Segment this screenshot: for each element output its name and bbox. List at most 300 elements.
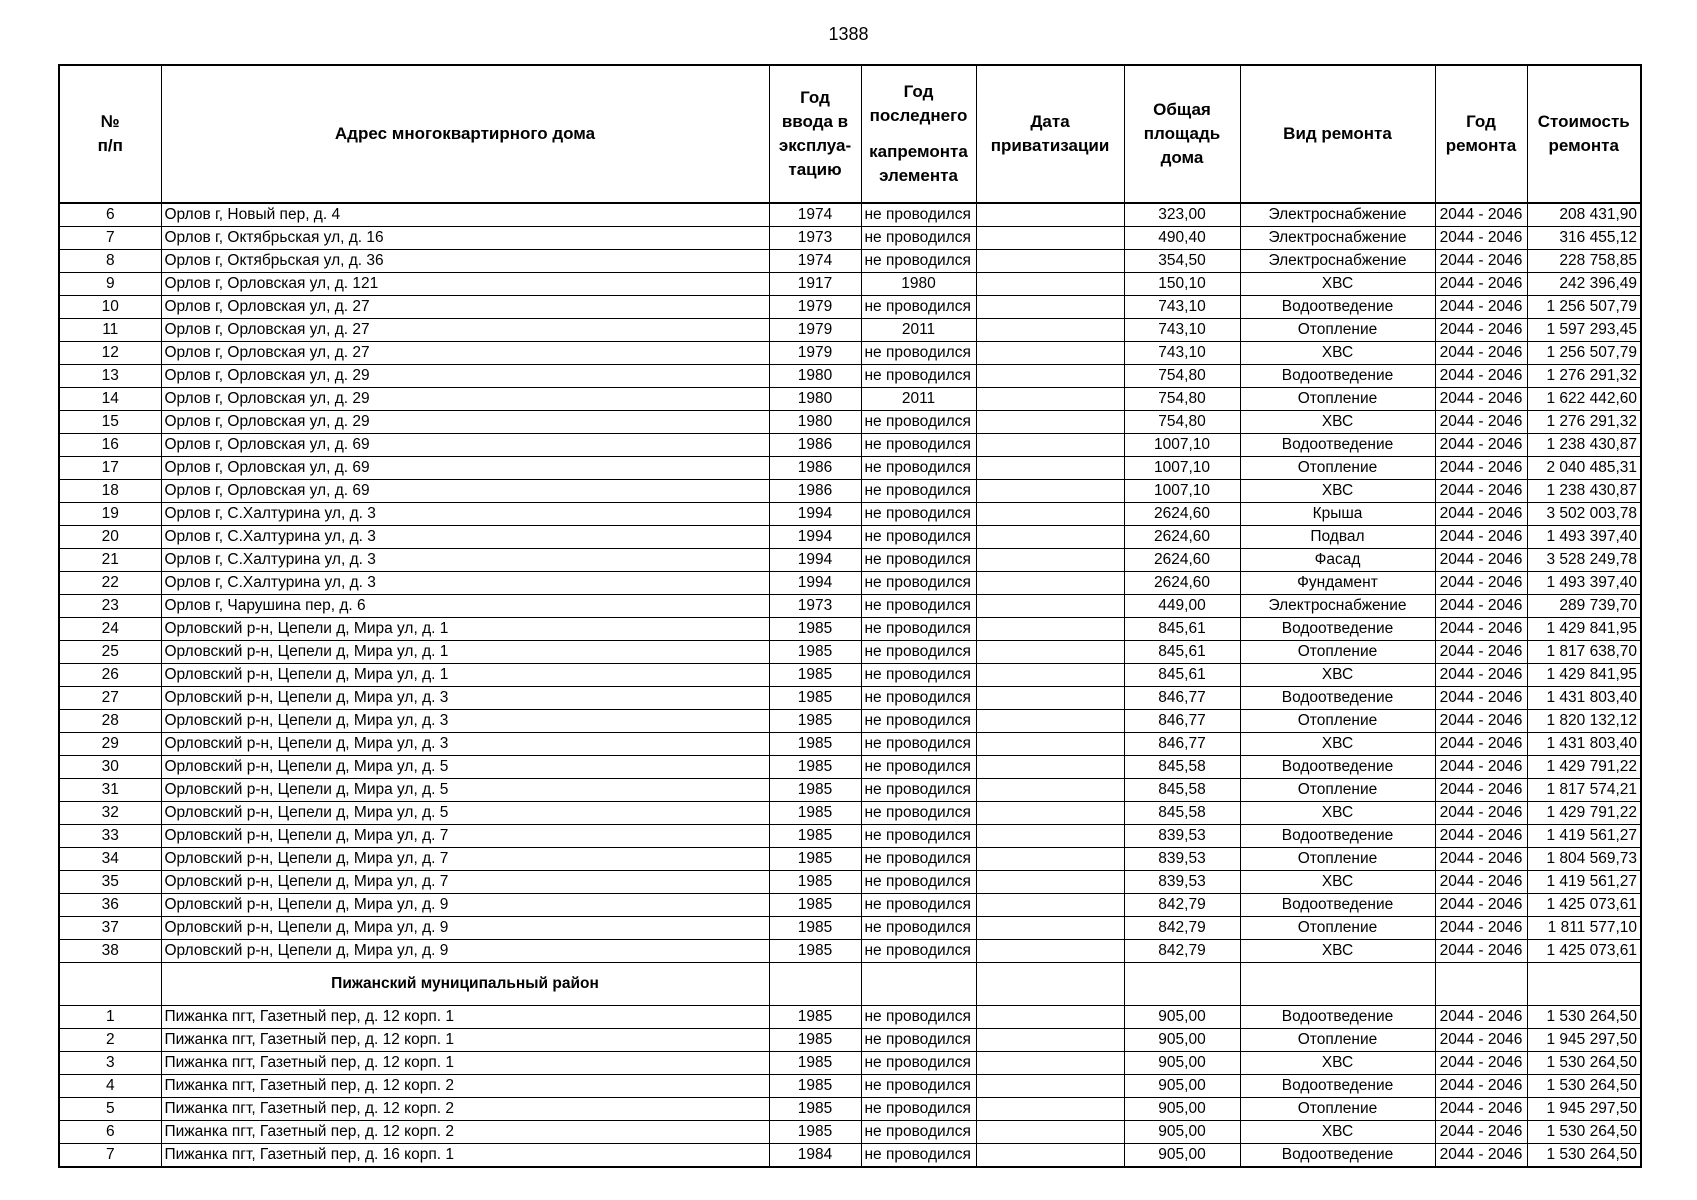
row-number: 28 <box>59 710 161 733</box>
row-privatization-date <box>976 457 1124 480</box>
row-number: 27 <box>59 687 161 710</box>
row-year-last-repair: не проводился <box>861 848 976 871</box>
table-row <box>59 1098 1641 1121</box>
row-repair-year: 2044 - 2046 <box>1435 526 1527 549</box>
row-repair-type: ХВС <box>1240 1121 1435 1144</box>
row-number: 9 <box>59 273 161 296</box>
row-total-area: 2624,60 <box>1124 526 1240 549</box>
row-repair-cost: 1 429 791,22 <box>1527 756 1641 779</box>
row-privatization-date <box>976 595 1124 618</box>
row-repair-year: 2044 - 2046 <box>1435 825 1527 848</box>
row-address: Орловский р-н, Цепели д, Мира ул, д. 1 <box>161 641 769 664</box>
table-row <box>59 250 1641 273</box>
row-repair-cost: 1 238 430,87 <box>1527 480 1641 503</box>
table-row <box>59 1144 1641 1168</box>
row-repair-cost: 1 811 577,10 <box>1527 917 1641 940</box>
row-number: 16 <box>59 434 161 457</box>
row-year-last-repair: не проводился <box>861 894 976 917</box>
table-row <box>59 1121 1641 1144</box>
row-number: 21 <box>59 549 161 572</box>
row-year-commissioned: 1980 <box>769 411 861 434</box>
row-year-commissioned: 1985 <box>769 1029 861 1052</box>
row-total-area: 845,61 <box>1124 641 1240 664</box>
row-repair-cost: 1 622 442,60 <box>1527 388 1641 411</box>
row-repair-type: ХВС <box>1240 342 1435 365</box>
row-year-commissioned: 1986 <box>769 457 861 480</box>
row-number: 33 <box>59 825 161 848</box>
row-repair-cost: 208 431,90 <box>1527 203 1641 227</box>
row-repair-cost: 1 530 264,50 <box>1527 1006 1641 1029</box>
table-row <box>59 641 1641 664</box>
row-address: Орловский р-н, Цепели д, Мира ул, д. 9 <box>161 940 769 963</box>
row-address: Орлов г, С.Халтурина ул, д. 3 <box>161 503 769 526</box>
row-repair-cost: 1 419 561,27 <box>1527 871 1641 894</box>
row-repair-cost: 1 530 264,50 <box>1527 1052 1641 1075</box>
header-repair-type: Вид ремонта <box>1240 65 1435 203</box>
row-total-area: 839,53 <box>1124 871 1240 894</box>
row-address: Пижанка пгт, Газетный пер, д. 12 корп. 2 <box>161 1121 769 1144</box>
table-row <box>59 710 1641 733</box>
row-total-area: 905,00 <box>1124 1075 1240 1098</box>
row-year-last-repair: не проводился <box>861 641 976 664</box>
row-total-area: 845,61 <box>1124 618 1240 641</box>
row-year-commissioned: 1986 <box>769 434 861 457</box>
row-year-last-repair: не проводился <box>861 825 976 848</box>
row-address: Орлов г, Орловская ул, д. 69 <box>161 457 769 480</box>
row-year-last-repair: не проводился <box>861 203 976 227</box>
row-number: 14 <box>59 388 161 411</box>
row-total-area: 2624,60 <box>1124 549 1240 572</box>
row-number: 29 <box>59 733 161 756</box>
row-repair-type: Отопление <box>1240 917 1435 940</box>
row-number: 34 <box>59 848 161 871</box>
row-year-last-repair: не проводился <box>861 503 976 526</box>
row-repair-cost: 1 820 132,12 <box>1527 710 1641 733</box>
row-repair-year: 2044 - 2046 <box>1435 641 1527 664</box>
table-row <box>59 388 1641 411</box>
row-repair-type: Электроснабжение <box>1240 227 1435 250</box>
row-total-area: 1007,10 <box>1124 480 1240 503</box>
row-total-area: 905,00 <box>1124 1052 1240 1075</box>
row-address: Пижанка пгт, Газетный пер, д. 12 корп. 1 <box>161 1006 769 1029</box>
row-repair-year: 2044 - 2046 <box>1435 710 1527 733</box>
row-repair-cost: 1 945 297,50 <box>1527 1098 1641 1121</box>
row-repair-cost: 1 425 073,61 <box>1527 894 1641 917</box>
section-title-row <box>59 963 1641 1006</box>
row-repair-cost: 1 256 507,79 <box>1527 296 1641 319</box>
row-repair-cost: 1 493 397,40 <box>1527 526 1641 549</box>
table-body-section-a <box>59 203 1641 963</box>
row-repair-type: Водоотведение <box>1240 434 1435 457</box>
row-year-commissioned: 1994 <box>769 503 861 526</box>
row-repair-cost: 1 431 803,40 <box>1527 733 1641 756</box>
row-privatization-date <box>976 894 1124 917</box>
row-repair-year: 2044 - 2046 <box>1435 457 1527 480</box>
row-year-commissioned: 1984 <box>769 1144 861 1168</box>
row-repair-type: Отопление <box>1240 319 1435 342</box>
row-year-commissioned: 1985 <box>769 1052 861 1075</box>
row-repair-type: Крыша <box>1240 503 1435 526</box>
row-year-last-repair: 2011 <box>861 388 976 411</box>
row-address: Орловский р-н, Цепели д, Мира ул, д. 5 <box>161 756 769 779</box>
table-row <box>59 825 1641 848</box>
row-address: Орлов г, Новый пер, д. 4 <box>161 203 769 227</box>
row-repair-year: 2044 - 2046 <box>1435 549 1527 572</box>
row-year-last-repair: не проводился <box>861 917 976 940</box>
row-year-commissioned: 1985 <box>769 848 861 871</box>
table-body-section-title <box>59 963 1641 1006</box>
row-privatization-date <box>976 480 1124 503</box>
row-number: 22 <box>59 572 161 595</box>
row-year-commissioned: 1994 <box>769 572 861 595</box>
row-privatization-date <box>976 203 1124 227</box>
row-repair-type: Электроснабжение <box>1240 203 1435 227</box>
row-number: 17 <box>59 457 161 480</box>
row-privatization-date <box>976 227 1124 250</box>
row-repair-type: ХВС <box>1240 480 1435 503</box>
row-total-area: 842,79 <box>1124 894 1240 917</box>
row-privatization-date <box>976 365 1124 388</box>
row-year-last-repair: не проводился <box>861 480 976 503</box>
row-address: Орловский р-н, Цепели д, Мира ул, д. 5 <box>161 802 769 825</box>
row-repair-year: 2044 - 2046 <box>1435 1144 1527 1168</box>
row-address: Орлов г, Орловская ул, д. 69 <box>161 434 769 457</box>
row-repair-cost: 228 758,85 <box>1527 250 1641 273</box>
row-address: Орлов г, Орловская ул, д. 69 <box>161 480 769 503</box>
row-privatization-date <box>976 342 1124 365</box>
row-address: Орловский р-н, Цепели д, Мира ул, д. 3 <box>161 687 769 710</box>
row-privatization-date <box>976 848 1124 871</box>
row-repair-type: ХВС <box>1240 871 1435 894</box>
row-repair-year: 2044 - 2046 <box>1435 203 1527 227</box>
row-year-commissioned: 1985 <box>769 710 861 733</box>
row-privatization-date <box>976 618 1124 641</box>
row-year-commissioned: 1986 <box>769 480 861 503</box>
row-privatization-date <box>976 434 1124 457</box>
row-repair-type: Отопление <box>1240 1098 1435 1121</box>
row-privatization-date <box>976 411 1124 434</box>
table-row <box>59 365 1641 388</box>
table-row <box>59 1075 1641 1098</box>
row-repair-type: Водоотведение <box>1240 1075 1435 1098</box>
row-privatization-date <box>976 756 1124 779</box>
row-number: 6 <box>59 1121 161 1144</box>
row-repair-cost: 1 276 291,32 <box>1527 365 1641 388</box>
row-year-commissioned: 1985 <box>769 802 861 825</box>
row-repair-cost: 1 817 574,21 <box>1527 779 1641 802</box>
row-year-commissioned: 1979 <box>769 296 861 319</box>
row-year-last-repair: не проводился <box>861 664 976 687</box>
row-number: 20 <box>59 526 161 549</box>
row-privatization-date <box>976 1029 1124 1052</box>
row-year-commissioned: 1974 <box>769 203 861 227</box>
row-year-last-repair: 2011 <box>861 319 976 342</box>
row-repair-cost: 2 040 485,31 <box>1527 457 1641 480</box>
row-repair-year: 2044 - 2046 <box>1435 388 1527 411</box>
row-repair-type: Электроснабжение <box>1240 595 1435 618</box>
row-number: 25 <box>59 641 161 664</box>
row-repair-year: 2044 - 2046 <box>1435 1006 1527 1029</box>
table-header-row <box>59 65 1641 203</box>
row-total-area: 839,53 <box>1124 825 1240 848</box>
header-total-area: Общая площадь дома <box>1124 65 1240 203</box>
row-year-commissioned: 1985 <box>769 1121 861 1144</box>
row-repair-year: 2044 - 2046 <box>1435 1029 1527 1052</box>
row-repair-type: Отопление <box>1240 848 1435 871</box>
row-number: 36 <box>59 894 161 917</box>
table-row <box>59 917 1641 940</box>
row-repair-year: 2044 - 2046 <box>1435 779 1527 802</box>
row-total-area: 150,10 <box>1124 273 1240 296</box>
table-row <box>59 802 1641 825</box>
row-privatization-date <box>976 1052 1124 1075</box>
row-year-commissioned: 1994 <box>769 526 861 549</box>
row-address: Орлов г, Октябрьская ул, д. 36 <box>161 250 769 273</box>
row-total-area: 846,77 <box>1124 710 1240 733</box>
row-year-last-repair: не проводился <box>861 940 976 963</box>
row-repair-year: 2044 - 2046 <box>1435 871 1527 894</box>
row-year-last-repair: не проводился <box>861 802 976 825</box>
row-address: Орлов г, Октябрьская ул, д. 16 <box>161 227 769 250</box>
row-repair-year: 2044 - 2046 <box>1435 664 1527 687</box>
row-year-last-repair: не проводился <box>861 1144 976 1168</box>
row-address: Орлов г, С.Халтурина ул, д. 3 <box>161 526 769 549</box>
row-privatization-date <box>976 710 1124 733</box>
row-year-commissioned: 1985 <box>769 871 861 894</box>
row-year-last-repair: не проводился <box>861 710 976 733</box>
row-year-last-repair: не проводился <box>861 457 976 480</box>
header-address: Адрес многоквартирного дома <box>161 65 769 203</box>
row-repair-type: Подвал <box>1240 526 1435 549</box>
row-number: 32 <box>59 802 161 825</box>
row-privatization-date <box>976 641 1124 664</box>
row-year-commissioned: 1985 <box>769 641 861 664</box>
row-repair-year: 2044 - 2046 <box>1435 227 1527 250</box>
row-privatization-date <box>976 802 1124 825</box>
row-repair-type: Водоотведение <box>1240 365 1435 388</box>
row-privatization-date <box>976 388 1124 411</box>
row-number: 35 <box>59 871 161 894</box>
row-repair-cost: 1 530 264,50 <box>1527 1144 1641 1168</box>
row-repair-year: 2044 - 2046 <box>1435 1075 1527 1098</box>
row-repair-type: ХВС <box>1240 940 1435 963</box>
row-repair-type: Отопление <box>1240 457 1435 480</box>
row-repair-year: 2044 - 2046 <box>1435 1052 1527 1075</box>
row-year-last-repair: не проводился <box>861 1075 976 1098</box>
row-repair-year: 2044 - 2046 <box>1435 618 1527 641</box>
row-year-commissioned: 1985 <box>769 756 861 779</box>
row-year-commissioned: 1985 <box>769 664 861 687</box>
table-row <box>59 779 1641 802</box>
row-year-commissioned: 1974 <box>769 250 861 273</box>
row-repair-cost: 1 238 430,87 <box>1527 434 1641 457</box>
row-repair-cost: 1 429 841,95 <box>1527 618 1641 641</box>
row-repair-year: 2044 - 2046 <box>1435 365 1527 388</box>
row-number: 18 <box>59 480 161 503</box>
row-year-last-repair: не проводился <box>861 1121 976 1144</box>
row-address: Пижанка пгт, Газетный пер, д. 12 корп. 2 <box>161 1098 769 1121</box>
row-year-commissioned: 1985 <box>769 917 861 940</box>
row-total-area: 754,80 <box>1124 388 1240 411</box>
row-privatization-date <box>976 273 1124 296</box>
row-address: Пижанка пгт, Газетный пер, д. 12 корп. 2 <box>161 1075 769 1098</box>
row-total-area: 743,10 <box>1124 319 1240 342</box>
row-repair-type: Фасад <box>1240 549 1435 572</box>
header-privatization-date: Дата приватизации <box>976 65 1124 203</box>
row-total-area: 845,58 <box>1124 802 1240 825</box>
row-number: 8 <box>59 250 161 273</box>
header-num: № п/п <box>59 65 161 203</box>
row-number: 7 <box>59 1144 161 1168</box>
row-repair-type: ХВС <box>1240 411 1435 434</box>
row-year-last-repair: не проводился <box>861 871 976 894</box>
row-year-last-repair: не проводился <box>861 687 976 710</box>
row-total-area: 1007,10 <box>1124 434 1240 457</box>
row-number: 7 <box>59 227 161 250</box>
row-year-commissioned: 1980 <box>769 365 861 388</box>
row-address: Пижанка пгт, Газетный пер, д. 12 корп. 1 <box>161 1029 769 1052</box>
row-number: 24 <box>59 618 161 641</box>
table-row <box>59 733 1641 756</box>
row-repair-cost: 242 396,49 <box>1527 273 1641 296</box>
row-privatization-date <box>976 526 1124 549</box>
row-repair-cost: 1 425 073,61 <box>1527 940 1641 963</box>
row-number: 23 <box>59 595 161 618</box>
row-repair-cost: 1 431 803,40 <box>1527 687 1641 710</box>
row-privatization-date <box>976 296 1124 319</box>
table-row <box>59 526 1641 549</box>
row-number: 6 <box>59 203 161 227</box>
row-number: 1 <box>59 1006 161 1029</box>
row-repair-year: 2044 - 2046 <box>1435 940 1527 963</box>
row-privatization-date <box>976 319 1124 342</box>
row-repair-type: Водоотведение <box>1240 894 1435 917</box>
row-number: 2 <box>59 1029 161 1052</box>
row-year-last-repair: не проводился <box>861 618 976 641</box>
row-year-commissioned: 1980 <box>769 388 861 411</box>
row-year-last-repair: не проводился <box>861 756 976 779</box>
row-year-commissioned: 1985 <box>769 825 861 848</box>
row-year-commissioned: 1917 <box>769 273 861 296</box>
row-repair-type: Отопление <box>1240 388 1435 411</box>
row-repair-cost: 316 455,12 <box>1527 227 1641 250</box>
row-year-commissioned: 1985 <box>769 894 861 917</box>
row-number: 11 <box>59 319 161 342</box>
row-year-last-repair: не проводился <box>861 365 976 388</box>
row-repair-type: Водоотведение <box>1240 1006 1435 1029</box>
row-year-last-repair: не проводился <box>861 296 976 319</box>
row-total-area: 905,00 <box>1124 1098 1240 1121</box>
row-year-last-repair: не проводился <box>861 411 976 434</box>
row-total-area: 845,61 <box>1124 664 1240 687</box>
row-repair-year: 2044 - 2046 <box>1435 411 1527 434</box>
table-row <box>59 595 1641 618</box>
table-row <box>59 227 1641 250</box>
row-repair-cost: 1 493 397,40 <box>1527 572 1641 595</box>
header-repair-year: Год ремонта <box>1435 65 1527 203</box>
row-privatization-date <box>976 1006 1124 1029</box>
table-row <box>59 457 1641 480</box>
row-year-commissioned: 1985 <box>769 1098 861 1121</box>
row-year-commissioned: 1985 <box>769 733 861 756</box>
row-total-area: 754,80 <box>1124 411 1240 434</box>
table-row <box>59 848 1641 871</box>
row-address: Орловский р-н, Цепели д, Мира ул, д. 3 <box>161 733 769 756</box>
row-privatization-date <box>976 664 1124 687</box>
row-address: Орловский р-н, Цепели д, Мира ул, д. 9 <box>161 917 769 940</box>
row-year-last-repair: не проводился <box>861 1006 976 1029</box>
row-repair-cost: 1 276 291,32 <box>1527 411 1641 434</box>
row-privatization-date <box>976 572 1124 595</box>
row-address: Орлов г, Орловская ул, д. 27 <box>161 296 769 319</box>
row-repair-year: 2044 - 2046 <box>1435 434 1527 457</box>
table-row <box>59 894 1641 917</box>
table-row <box>59 319 1641 342</box>
row-year-commissioned: 1973 <box>769 595 861 618</box>
row-year-last-repair: не проводился <box>861 1052 976 1075</box>
row-total-area: 754,80 <box>1124 365 1240 388</box>
row-address: Орлов г, С.Халтурина ул, д. 3 <box>161 572 769 595</box>
table-row <box>59 756 1641 779</box>
row-address: Орлов г, Орловская ул, д. 29 <box>161 411 769 434</box>
row-repair-type: ХВС <box>1240 802 1435 825</box>
row-address: Орловский р-н, Цепели д, Мира ул, д. 3 <box>161 710 769 733</box>
table-row <box>59 940 1641 963</box>
row-address: Орлов г, Орловская ул, д. 27 <box>161 319 769 342</box>
row-total-area: 1007,10 <box>1124 457 1240 480</box>
row-privatization-date <box>976 917 1124 940</box>
row-year-last-repair: не проводился <box>861 779 976 802</box>
table-row <box>59 618 1641 641</box>
row-repair-type: Отопление <box>1240 641 1435 664</box>
row-number: 15 <box>59 411 161 434</box>
table-row <box>59 411 1641 434</box>
table-row <box>59 342 1641 365</box>
row-repair-year: 2044 - 2046 <box>1435 848 1527 871</box>
row-repair-cost: 1 429 841,95 <box>1527 664 1641 687</box>
row-year-last-repair: не проводился <box>861 250 976 273</box>
row-year-last-repair: не проводился <box>861 434 976 457</box>
row-year-commissioned: 1985 <box>769 940 861 963</box>
row-year-last-repair: не проводился <box>861 595 976 618</box>
row-number: 30 <box>59 756 161 779</box>
row-repair-type: Водоотведение <box>1240 618 1435 641</box>
row-address: Орловский р-н, Цепели д, Мира ул, д. 9 <box>161 894 769 917</box>
row-privatization-date <box>976 1144 1124 1168</box>
row-number: 31 <box>59 779 161 802</box>
row-year-last-repair: не проводился <box>861 549 976 572</box>
row-repair-cost: 289 739,70 <box>1527 595 1641 618</box>
row-address: Орлов г, Орловская ул, д. 29 <box>161 365 769 388</box>
row-number: 13 <box>59 365 161 388</box>
row-total-area: 905,00 <box>1124 1006 1240 1029</box>
row-total-area: 846,77 <box>1124 733 1240 756</box>
row-address: Орловский р-н, Цепели д, Мира ул, д. 1 <box>161 618 769 641</box>
row-number: 10 <box>59 296 161 319</box>
row-number: 4 <box>59 1075 161 1098</box>
row-total-area: 842,79 <box>1124 917 1240 940</box>
row-total-area: 743,10 <box>1124 342 1240 365</box>
row-repair-year: 2044 - 2046 <box>1435 572 1527 595</box>
row-repair-cost: 1 597 293,45 <box>1527 319 1641 342</box>
row-privatization-date <box>976 549 1124 572</box>
row-repair-cost: 1 419 561,27 <box>1527 825 1641 848</box>
row-number: 19 <box>59 503 161 526</box>
row-year-commissioned: 1994 <box>769 549 861 572</box>
section-title: Пижанский муниципальный район <box>161 963 769 1006</box>
row-number: 37 <box>59 917 161 940</box>
row-privatization-date <box>976 1098 1124 1121</box>
